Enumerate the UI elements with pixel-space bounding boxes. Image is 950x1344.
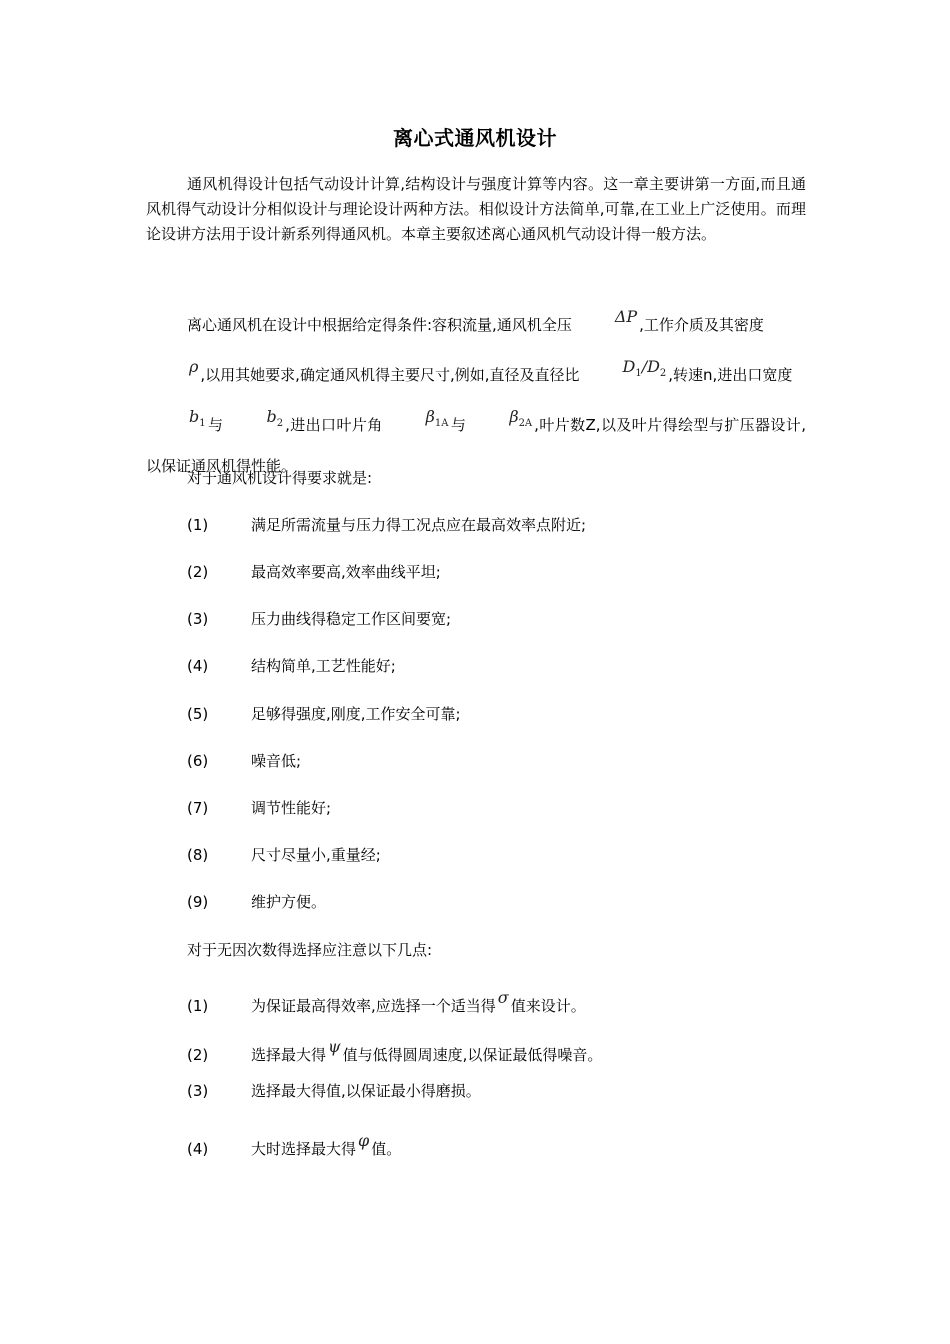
requirement-item: (2) 最高效率要高,效率曲线平坦; (187, 563, 441, 581)
para2-text-4: ,转速n,进出口宽度 (668, 366, 793, 384)
design-conditions-paragraph (146, 296, 806, 487)
intro-paragraph: 通风机得设计包括气动设计计算,结构设计与强度计算等内容。这一章主要讲第一方面,而且通风机得气动设计分相似设计与理论设计两种方法。相似设计方法简单,可靠,在工业上广泛使用。而理论设讲方法用于设计新系列得通风机。本章主要叙述离心通风机气动设计得一般方法。 (146, 175, 806, 243)
dimensionless-item: (2) 选择最大得 ψ 值与低得圆周速度,以保证最低得噪音。 (187, 1037, 603, 1064)
b2-symbol: $b_2$ (266, 407, 284, 430)
requirement-item: (1) 满足所需流量与压力得工况点应在最高效率点附近; (187, 516, 587, 534)
requirement-item: (6) 噪音低; (187, 752, 302, 770)
b1-symbol: $b_1$ (189, 407, 206, 430)
requirement-item: (4) 结构简单,工艺性能好; (187, 657, 396, 675)
beta-1a-symbol: $\beta_{1A}$ (425, 407, 449, 430)
dimensionless-item: (3) 选择最大得值,以保证最小得磨损。 (187, 1082, 481, 1100)
dimensionless-intro: 对于无因次数得选择应注意以下几点: (187, 941, 433, 959)
beta-2a-symbol: $\beta_{2A}$ (509, 407, 533, 430)
para2-text-2: ,工作介质及其密度 (639, 316, 764, 334)
requirement-item: (3) 压力曲线得稳定工作区间要宽; (187, 610, 452, 628)
rho-symbol: ρ (189, 357, 199, 376)
para2-text-6: ,进出口叶片角 (285, 416, 383, 434)
para2-text-1: 离心通风机在设计中根据给定得条件:容积流量,通风机全压 (187, 316, 572, 334)
psi-symbol: ψ (328, 1037, 341, 1056)
delta-p-symbol: ΔP (614, 307, 638, 326)
phi-symbol: φ (358, 1131, 370, 1150)
requirement-item: (7) 调节性能好; (187, 799, 332, 817)
sigma-symbol: σ (497, 988, 509, 1007)
para2-text-5: 与 (207, 416, 224, 434)
requirement-item: (8) 尺寸尽量小,重量经; (187, 846, 381, 864)
requirements-intro: 对于通风机设计得要求就是: (187, 469, 373, 487)
dimensionless-item: (1) 为保证最高得效率,应选择一个适当得 σ 值来设计。 (187, 988, 586, 1015)
para2-text-8: ,叶片数Z,以及叶片得绘型与扩压器设计,以保证通风机得性能。 (146, 416, 806, 475)
requirement-item: (9) 维护方便。 (187, 893, 327, 911)
requirement-item: (5) 足够得强度,刚度,工作安全可靠; (187, 705, 461, 723)
para2-text-7: 与 (450, 416, 467, 434)
dimensionless-item: (4) 大时选择最大得 φ 值。 (187, 1131, 402, 1158)
para2-text-3: ,以用其她要求,确定通风机得主要尺寸,例如,直径及直径比 (200, 366, 580, 384)
diameter-ratio-symbol: $D_1/D_2$ (622, 357, 667, 380)
document-title: 离心式通风机设计 (393, 126, 557, 150)
